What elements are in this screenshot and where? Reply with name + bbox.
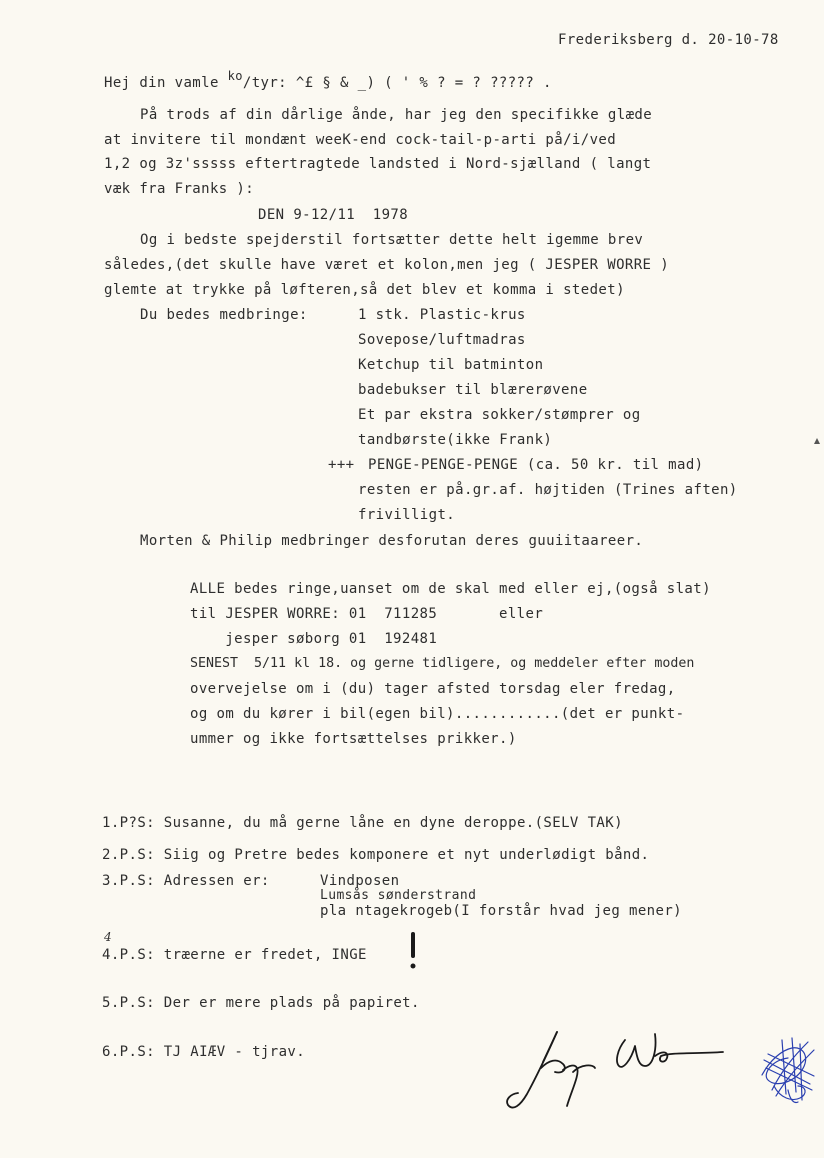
postscript-1: 1.P?S: Susanne, du må gerne låne en dyne deroppe.(SELV TAK) (102, 815, 623, 831)
rest-line: resten er på.gr.af. højtiden (Trines aften) (358, 482, 738, 498)
event-date: DEN 9-12/11 1978 (258, 207, 409, 223)
postscript-6: 6.P.S: TJ AIÆV - tjrav. (102, 1044, 306, 1060)
bring-item: Sovepose/luftmadras (358, 332, 526, 348)
bring-item: Et par ekstra sokker/stømprer og (358, 407, 641, 423)
rest-line: frivilligt. (358, 507, 456, 523)
guitars-line: Morten & Philip medbringer desforutan deres guuiitaareer. (140, 533, 644, 549)
blue-pen-scribble (752, 1030, 824, 1110)
handwritten-number: 4 (104, 930, 113, 944)
postscript-3-label: 3.P.S: Adressen er: (102, 873, 270, 889)
bring-item: Ketchup til batminton (358, 357, 544, 373)
address-line: pla ntagekrogeb(I forstår hvad jeg mener) (320, 903, 682, 919)
margin-mark-icon (813, 437, 821, 445)
rsvp-line: jesper søborg 01 192481 (190, 631, 438, 647)
handwritten-signature (505, 1010, 735, 1120)
address-line: Lumsås sønderstrand (320, 888, 477, 903)
greeting-suffix: /tyr: ^£ § & _) ( ' % ? = ? ????? . (242, 75, 552, 91)
paragraph-line: Og i bedste spejderstil fortsætter dette helt igemme brev (140, 232, 644, 248)
address-line: Vindposen (320, 873, 400, 889)
money-prefix: +++ (328, 457, 355, 473)
letter-date: Frederiksberg d. 20-10-78 (558, 32, 779, 48)
rsvp-line: overvejelse om i (du) tager afsted torsdag eler fredag, (190, 681, 676, 697)
paragraph-line: glemte at trykke på løfteren,så det blev et komma i stedet) (104, 282, 625, 298)
rsvp-line: SENEST 5/11 kl 18. og gerne tidligere, og meddeler efter moden (190, 656, 695, 671)
bring-label: Du bedes medbringe: (140, 307, 308, 323)
money-line: PENGE-PENGE-PENGE (ca. 50 kr. til mad) (368, 457, 704, 473)
greeting-superscript: ko (227, 69, 243, 83)
postscript-4: 4.P.S: træerne er fredet, INGE (102, 947, 367, 963)
bring-item: 1 stk. Plastic-krus (358, 307, 526, 323)
paragraph-line: væk fra Franks ): (104, 181, 255, 197)
rsvp-line: ummer og ikke fortsættelses prikker.) (190, 731, 517, 747)
paragraph-line: således,(det skulle have været et kolon,men jeg ( JESPER WORRE ) (104, 257, 670, 273)
greeting-prefix: Hej din vamle (104, 75, 228, 91)
exclamation-mark-icon (408, 932, 418, 972)
paragraph-line: at invitere til mondænt weeK-end cock-tail-p-arti på/i/ved (104, 132, 617, 148)
bring-item: tandbørste(ikke Frank) (358, 432, 553, 448)
paragraph-line: På trods af din dårlige ånde, har jeg den specifikke glæde (140, 107, 653, 123)
rsvp-line: til JESPER WORRE: 01 711285 eller (190, 606, 544, 622)
paragraph-line: 1,2 og 3z'sssss eftertragtede landsted i Nord-sjælland ( langt (104, 156, 652, 172)
postscript-2: 2.P.S: Siig og Pretre bedes komponere et nyt underlødigt bånd. (102, 847, 650, 863)
greeting-line (104, 69, 552, 92)
rsvp-line: ALLE bedes ringe,uanset om de skal med eller ej,(også slat) (190, 581, 711, 597)
bring-item: badebukser til blærerøvene (358, 382, 588, 398)
rsvp-line: og om du kører i bil(egen bil)............(det er punkt- (190, 706, 685, 722)
postscript-5: 5.P.S: Der er mere plads på papiret. (102, 995, 420, 1011)
